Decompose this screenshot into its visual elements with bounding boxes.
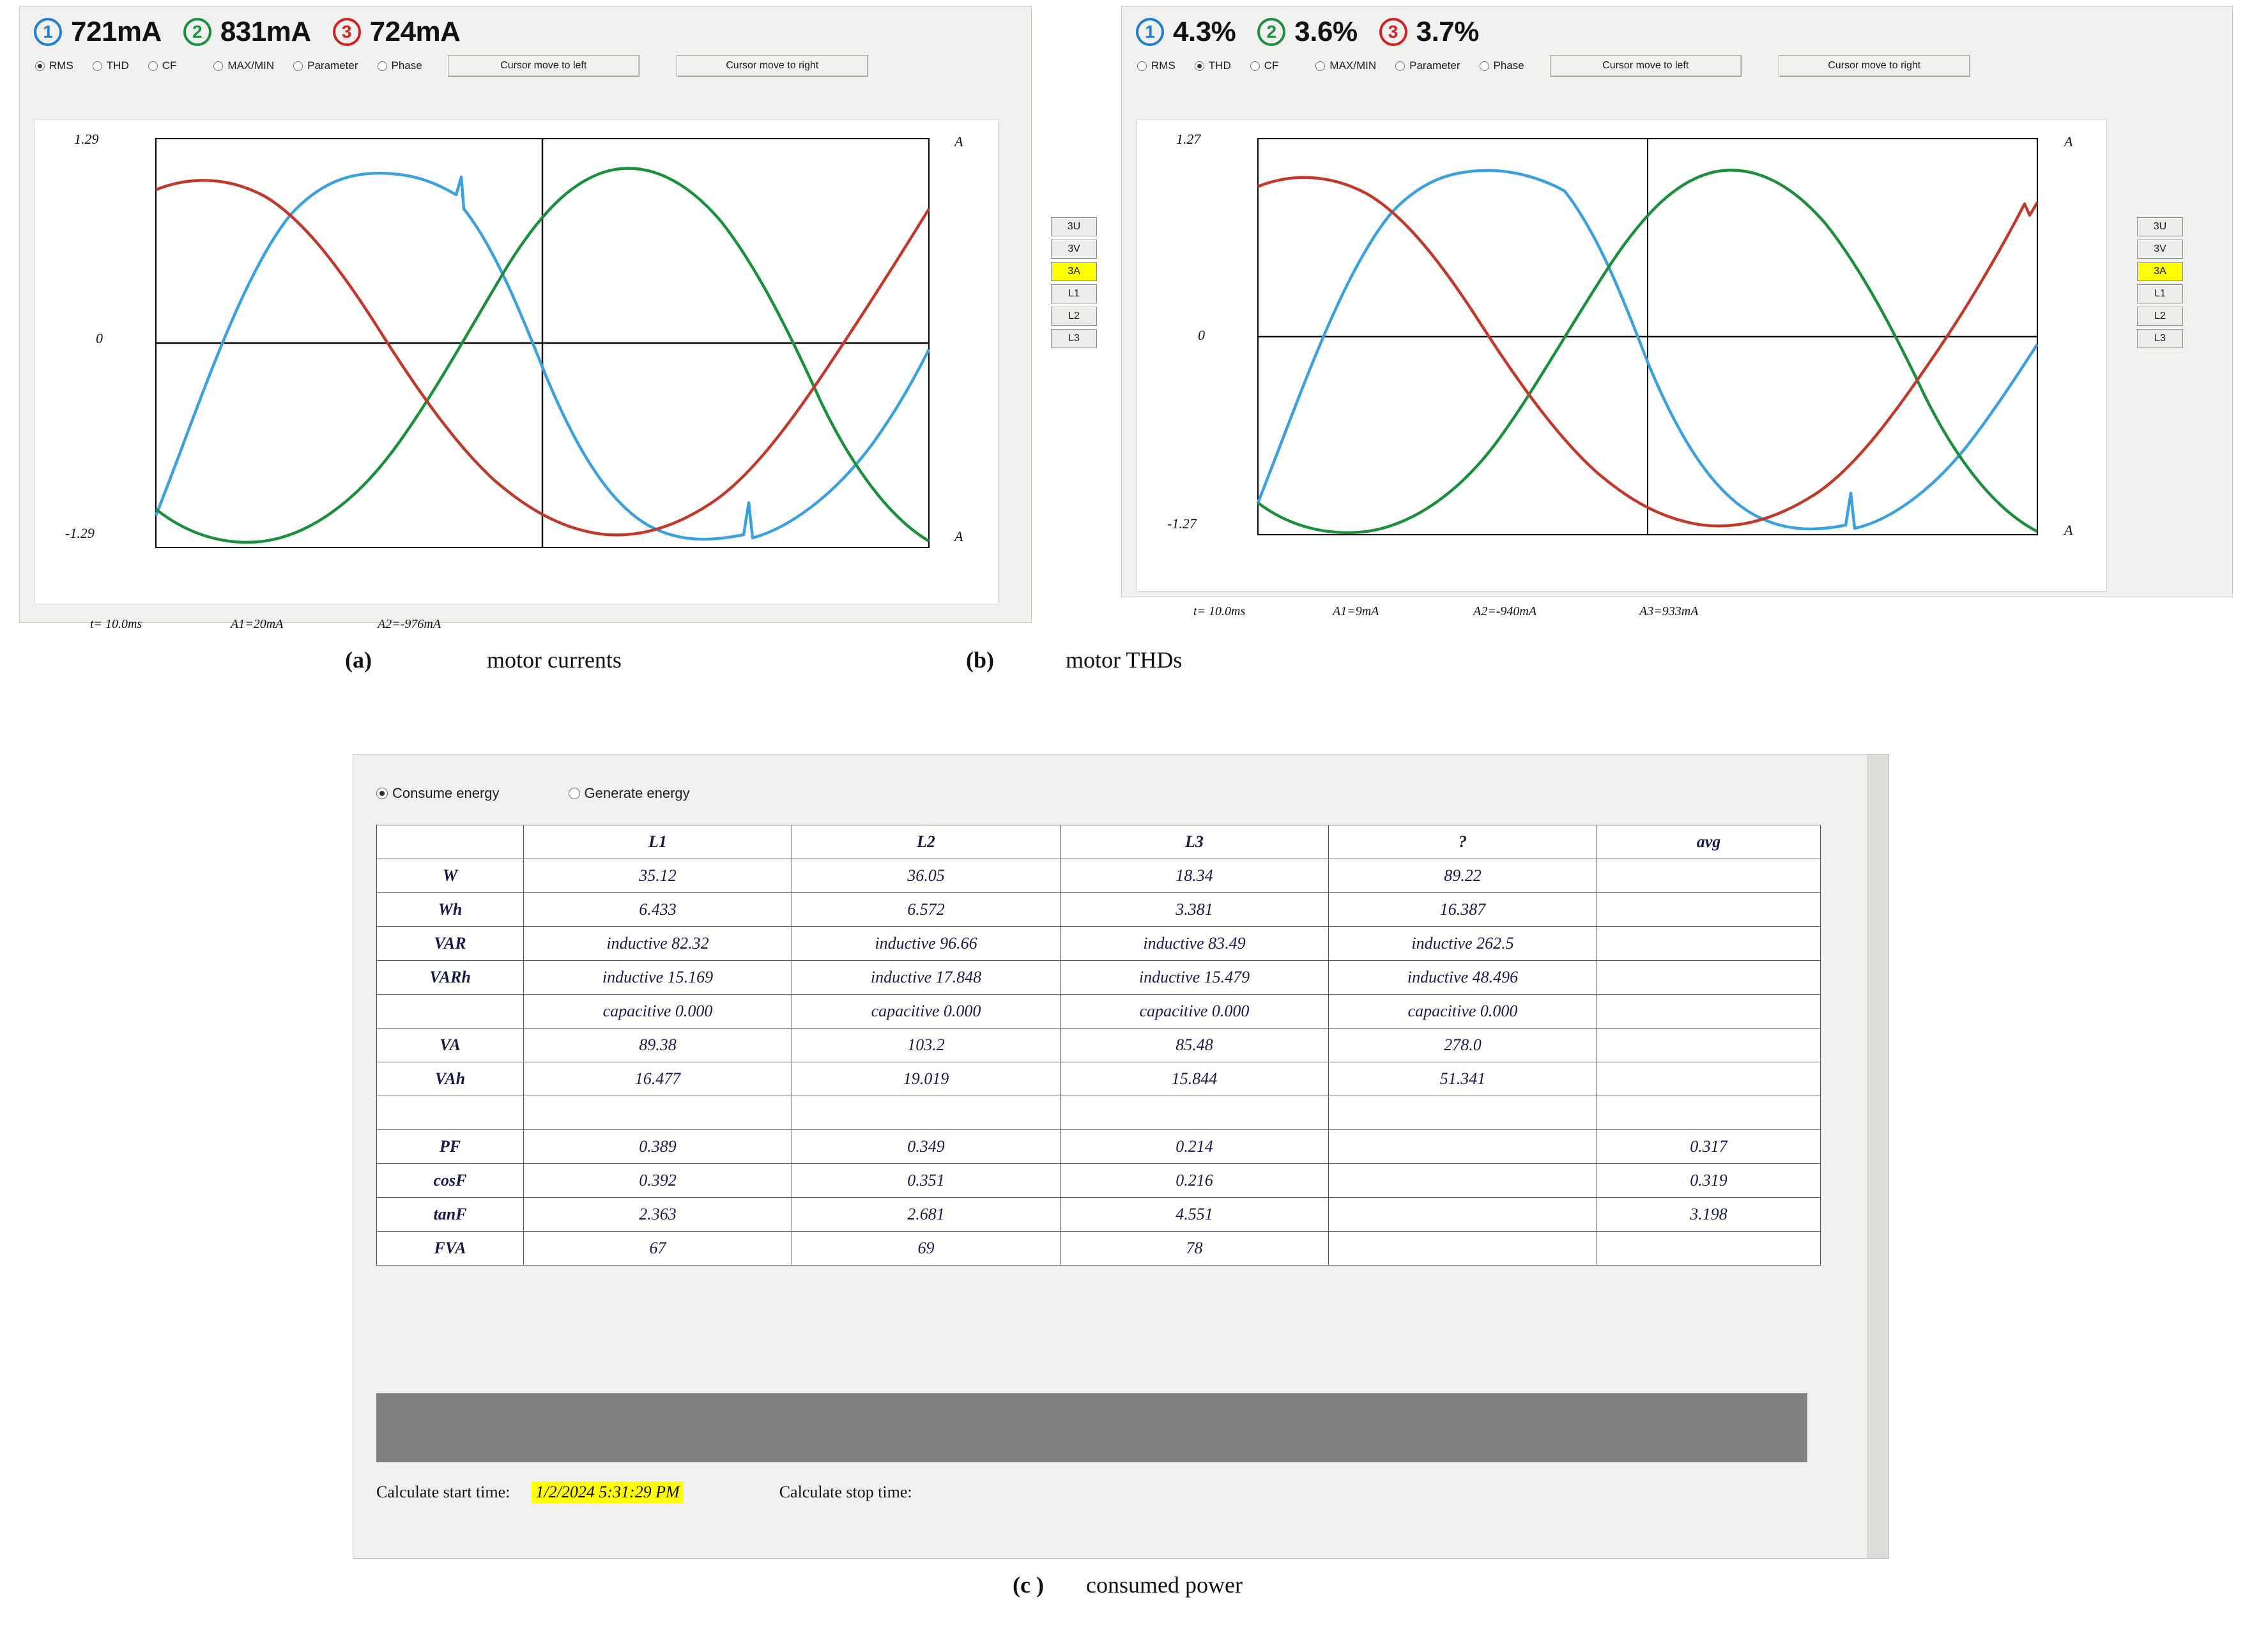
radio-dot-icon (1395, 61, 1405, 71)
row-label: Wh (377, 893, 524, 927)
plot-b-footer-t: t= 10.0ms (1193, 604, 1246, 618)
radio-dot-icon (1480, 61, 1489, 71)
radio-b-cf-label: CF (1264, 59, 1279, 72)
radio-maxmin[interactable] (213, 59, 274, 72)
table-row (377, 961, 1821, 995)
cell-l3: 3.381 (1061, 893, 1329, 927)
radio-cf-label: CF (162, 59, 177, 72)
y-axis-zero-label-b: 0 (1198, 327, 1205, 343)
col-header-l1: L1 (524, 825, 792, 859)
waveform-graph-b (1137, 119, 2108, 592)
radio-cf[interactable] (148, 59, 177, 72)
panel-a-side-buttons (1051, 217, 1097, 348)
channel-1-icon: 1 (1136, 18, 1164, 46)
panel-b-plot (1136, 119, 2107, 592)
row-label: PF (377, 1130, 524, 1164)
side-button-b-3u[interactable]: 3U (2137, 217, 2183, 236)
side-button-3v[interactable]: 3V (1051, 240, 1097, 259)
y-axis-max-label-b: 1.27 (1176, 131, 1201, 147)
cell-l1: 2.363 (524, 1198, 792, 1232)
power-table (376, 825, 1821, 1266)
caption-a-text: motor currents (487, 647, 622, 673)
caption-c-tag-text: (c ) (1013, 1572, 1044, 1598)
y-axis-min-label: -1.29 (65, 525, 95, 541)
channel-1-value: 721mA (71, 16, 162, 47)
cell-l1: 67 (524, 1232, 792, 1266)
caption-a-tag-text: (a) (345, 647, 372, 673)
cell-avg (1597, 995, 1821, 1029)
radio-parameter-label: Parameter (307, 59, 358, 72)
table-row (377, 1130, 1821, 1164)
cell-total (1329, 1130, 1597, 1164)
waveform-graph-a (34, 119, 999, 605)
radio-b-rms[interactable] (1137, 59, 1176, 72)
unit-label-top: A (954, 134, 963, 149)
panel-a-plot (34, 119, 999, 604)
caption-a-tag (345, 646, 372, 673)
caption-b-text: motor THDs (1066, 647, 1183, 673)
cursor-move-left-button-b[interactable]: Cursor move to left (1550, 55, 1742, 77)
table-row (377, 1232, 1821, 1266)
cell-l3 (1061, 1096, 1329, 1130)
readout-b-channel-2 (1257, 16, 1357, 48)
radio-maxmin-label: MAX/MIN (227, 59, 275, 72)
cell-avg: 0.319 (1597, 1164, 1821, 1198)
cell-l2: 69 (792, 1232, 1061, 1266)
cell-l3: 4.551 (1061, 1198, 1329, 1232)
panel-a-readouts (20, 7, 1031, 54)
radio-b-rms-label: RMS (1151, 59, 1176, 72)
cell-l1: inductive 82.32 (524, 927, 792, 961)
cell-avg (1597, 859, 1821, 893)
row-label (377, 1096, 524, 1130)
caption-c-tag (1013, 1572, 1044, 1598)
side-button-b-l3[interactable]: L3 (2137, 329, 2183, 348)
cell-l3: 0.216 (1061, 1164, 1329, 1198)
radio-b-cf[interactable] (1250, 59, 1279, 72)
radio-dot-icon (293, 61, 303, 71)
cell-l3: capacitive 0.000 (1061, 995, 1329, 1029)
cell-total (1329, 1198, 1597, 1232)
cell-avg (1597, 927, 1821, 961)
cursor-move-right-button-b[interactable]: Cursor move to right (1779, 55, 1970, 77)
cell-l2: inductive 17.848 (792, 961, 1061, 995)
vertical-scrollbar[interactable] (1867, 754, 1888, 1558)
radio-dot-icon (1315, 61, 1325, 71)
cell-total (1329, 1164, 1597, 1198)
panel-b-side-buttons (2137, 217, 2183, 348)
radio-phase-label: Phase (391, 59, 422, 72)
cell-avg (1597, 893, 1821, 927)
radio-b-thd[interactable] (1195, 59, 1231, 72)
channel-3-value: 724mA (369, 16, 461, 47)
cell-l1: 0.392 (524, 1164, 792, 1198)
plot-a-footer-a1: A1=20mA (231, 617, 284, 631)
radio-b-parameter[interactable] (1395, 59, 1460, 72)
readout-channel-1 (34, 16, 162, 48)
side-button-b-l2[interactable]: L2 (2137, 307, 2183, 326)
cell-l1: 35.12 (524, 859, 792, 893)
radio-consume-energy-label: Consume energy (392, 785, 500, 801)
radio-dot-icon (148, 61, 158, 71)
table-row (377, 1062, 1821, 1096)
col-header-total: ? (1329, 825, 1597, 859)
side-button-l2[interactable]: L2 (1051, 307, 1097, 326)
cell-avg (1597, 1096, 1821, 1130)
table-row (377, 893, 1821, 927)
table-row (377, 1029, 1821, 1062)
cell-l3: 15.844 (1061, 1062, 1329, 1096)
radio-dot-icon (213, 61, 223, 71)
cell-avg: 3.198 (1597, 1198, 1821, 1232)
unit-label-top-b: A (2064, 134, 2073, 149)
radio-dot-icon (1195, 61, 1204, 71)
panel-b-mode-radios (1122, 54, 2232, 77)
motor-thds-panel (1121, 6, 2233, 618)
radio-dot-icon (1137, 61, 1147, 71)
calculate-start-time-label: Calculate start time: (376, 1483, 510, 1501)
row-label: cosF (377, 1164, 524, 1198)
cell-avg (1597, 1029, 1821, 1062)
radio-rms-label: RMS (49, 59, 73, 72)
cell-l3: inductive 15.479 (1061, 961, 1329, 995)
plot-b-footer-a1: A1=9mA (1333, 604, 1379, 618)
radio-b-maxmin[interactable] (1315, 59, 1376, 72)
cell-total: 278.0 (1329, 1029, 1597, 1062)
radio-dot-icon (1250, 61, 1260, 71)
row-label: W (377, 859, 524, 893)
radio-b-phase-label: Phase (1493, 59, 1524, 72)
cell-total: 89.22 (1329, 859, 1597, 893)
channel-3-icon: 3 (333, 18, 361, 46)
cell-l2: capacitive 0.000 (792, 995, 1061, 1029)
col-header-avg: avg (1597, 825, 1821, 859)
cell-l1 (524, 1096, 792, 1130)
channel-2-value: 831mA (220, 16, 311, 47)
cell-avg (1597, 961, 1821, 995)
readout-channel-2 (183, 16, 311, 48)
cell-avg (1597, 1232, 1821, 1266)
calculate-time-row (376, 1481, 912, 1503)
cell-l1: 16.477 (524, 1062, 792, 1096)
radio-b-maxmin-label: MAX/MIN (1329, 59, 1377, 72)
radio-thd-label: THD (106, 59, 129, 72)
motor-currents-panel (19, 6, 1032, 631)
y-axis-min-label-b: -1.27 (1167, 516, 1197, 532)
caption-b-tag-text: (b) (966, 647, 994, 673)
calculate-stop-time-label: Calculate stop time: (779, 1483, 912, 1501)
table-row (377, 1164, 1821, 1198)
side-button-3a[interactable]: 3A (1051, 262, 1097, 281)
cell-avg: 0.317 (1597, 1130, 1821, 1164)
cell-total: 51.341 (1329, 1062, 1597, 1096)
row-label: VAh (377, 1062, 524, 1096)
radio-generate-energy[interactable] (569, 785, 690, 802)
cursor-move-left-button[interactable]: Cursor move to left (448, 55, 640, 77)
radio-b-thd-label: THD (1208, 59, 1231, 72)
cell-total (1329, 1232, 1597, 1266)
plot-a-footer-t: t= 10.0ms (90, 617, 142, 631)
table-row (377, 1096, 1821, 1130)
energy-mode-radios (376, 785, 690, 802)
cell-l1: 89.38 (524, 1029, 792, 1062)
readout-b-channel-1 (1136, 16, 1236, 48)
caption-c-text: consumed power (1086, 1572, 1243, 1598)
side-button-b-l1[interactable]: L1 (2137, 284, 2183, 303)
row-label: tanF (377, 1198, 524, 1232)
row-label: FVA (377, 1232, 524, 1266)
cell-l2: 6.572 (792, 893, 1061, 927)
radio-dot-icon (35, 61, 45, 71)
cursor-move-right-button[interactable]: Cursor move to right (677, 55, 868, 77)
cell-l1: 6.433 (524, 893, 792, 927)
y-axis-zero-label: 0 (96, 330, 103, 346)
cell-l3: 18.34 (1061, 859, 1329, 893)
cell-l1: inductive 15.169 (524, 961, 792, 995)
table-row (377, 995, 1821, 1029)
plot-a-footer-a2: A2=-976mA (378, 617, 441, 631)
cell-l3: 85.48 (1061, 1029, 1329, 1062)
cell-l2: 103.2 (792, 1029, 1061, 1062)
readout-b-channel-3 (1379, 16, 1479, 48)
radio-dot-icon (378, 61, 387, 71)
row-label: VAR (377, 927, 524, 961)
col-header-blank (377, 825, 524, 859)
radio-consume-energy[interactable] (376, 785, 500, 802)
cell-avg (1597, 1062, 1821, 1096)
side-button-b-3a[interactable]: 3A (2137, 262, 2183, 281)
radio-dot-icon (93, 61, 102, 71)
cell-total: inductive 262.5 (1329, 927, 1597, 961)
cell-total: 16.387 (1329, 893, 1597, 927)
cell-total: capacitive 0.000 (1329, 995, 1597, 1029)
radio-generate-energy-label: Generate energy (584, 785, 690, 801)
cell-l2: 36.05 (792, 859, 1061, 893)
plot-b-footer-a3: A3=933mA (1639, 604, 1699, 618)
radio-rms[interactable] (35, 59, 73, 72)
row-label (377, 995, 524, 1029)
panel-b-readouts (1122, 7, 2232, 54)
readout-channel-3 (333, 16, 461, 48)
row-label: VARh (377, 961, 524, 995)
cell-l2: 0.351 (792, 1164, 1061, 1198)
cell-l1: capacitive 0.000 (524, 995, 792, 1029)
side-button-b-3v[interactable]: 3V (2137, 240, 2183, 259)
table-row (377, 1198, 1821, 1232)
y-axis-max-label: 1.29 (74, 131, 99, 147)
side-button-3u[interactable]: 3U (1051, 217, 1097, 236)
cell-l3: 0.214 (1061, 1130, 1329, 1164)
channel-3-icon: 3 (1379, 18, 1407, 46)
table-row (377, 927, 1821, 961)
radio-dot-icon (376, 788, 388, 799)
cell-total (1329, 1096, 1597, 1130)
table-row (377, 859, 1821, 893)
row-label: VA (377, 1029, 524, 1062)
channel-3-value: 3.7% (1416, 16, 1479, 47)
channel-1-icon: 1 (34, 18, 62, 46)
table-header-row (377, 825, 1821, 859)
col-header-l2: L2 (792, 825, 1061, 859)
caption-b-tag (966, 646, 994, 673)
radio-b-phase[interactable] (1480, 59, 1524, 72)
side-button-l1[interactable]: L1 (1051, 284, 1097, 303)
consumed-power-window (353, 754, 1889, 1559)
radio-b-parameter-label: Parameter (1409, 59, 1460, 72)
unit-label-bottom-b: A (2064, 522, 2073, 538)
radio-dot-icon (569, 788, 580, 799)
plot-b-footer-a2: A2=-940mA (1473, 604, 1537, 618)
radio-phase[interactable] (378, 59, 422, 72)
unit-label-bottom: A (954, 528, 963, 544)
cell-total: inductive 48.496 (1329, 961, 1597, 995)
channel-1-value: 4.3% (1173, 16, 1236, 47)
col-header-l3: L3 (1061, 825, 1329, 859)
cell-l2: 0.349 (792, 1130, 1061, 1164)
calculate-start-time-value: 1/2/2024 5:31:29 PM (532, 1481, 683, 1503)
side-button-l3[interactable]: L3 (1051, 329, 1097, 348)
radio-parameter[interactable] (293, 59, 358, 72)
channel-2-value: 3.6% (1294, 16, 1358, 47)
cell-l2: inductive 96.66 (792, 927, 1061, 961)
cell-l2: 19.019 (792, 1062, 1061, 1096)
radio-thd[interactable] (93, 59, 129, 72)
table-filler-strip (376, 1393, 1807, 1462)
cell-l2: 2.681 (792, 1198, 1061, 1232)
cell-l1: 0.389 (524, 1130, 792, 1164)
channel-2-icon: 2 (183, 18, 211, 46)
channel-2-icon: 2 (1257, 18, 1285, 46)
cell-l2 (792, 1096, 1061, 1130)
cell-l3: 78 (1061, 1232, 1329, 1266)
panel-a-mode-radios (20, 54, 1031, 77)
cell-l3: inductive 83.49 (1061, 927, 1329, 961)
